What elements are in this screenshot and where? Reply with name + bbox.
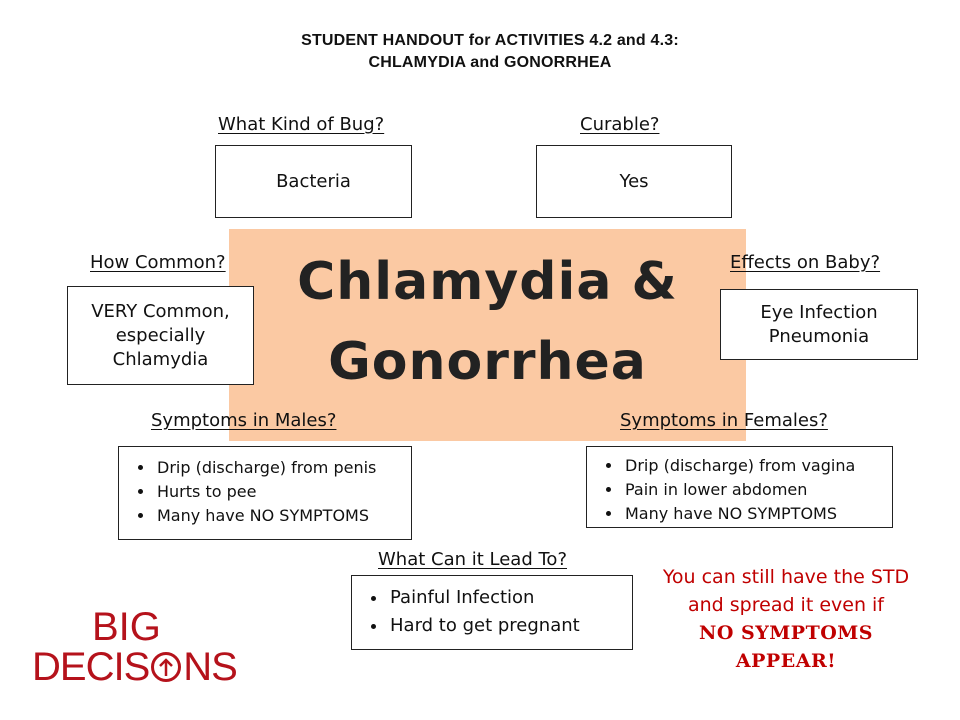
baby-box — [720, 289, 918, 360]
curable-box — [536, 145, 732, 218]
note-line-2: and spread it even if — [687, 594, 884, 616]
lead-box — [351, 575, 633, 650]
header-line-2: CHLAMYDIA and GONORRHEA — [368, 54, 612, 71]
females-list — [587, 454, 892, 526]
list-item: • Drip (discharge) from vagina — [623, 454, 892, 478]
list-item: • Many have NO SYMPTOMS — [623, 502, 892, 526]
common-box — [67, 286, 254, 385]
big-decisions-logo — [32, 605, 262, 689]
note-line-3: NO SYMPTOMS — [698, 622, 874, 644]
list-item: • Hard to get pregnant — [388, 612, 632, 640]
females-label: Symptoms in Females? — [620, 410, 828, 431]
list-item: • Many have NO SYMPTOMS — [155, 504, 411, 528]
bug-box — [215, 145, 412, 218]
lead-list — [352, 584, 632, 640]
common-line-1: VERY Common, — [91, 300, 230, 322]
warning-note — [628, 563, 944, 675]
handout-header — [0, 30, 960, 74]
logo-big: BIG — [92, 605, 161, 649]
males-box — [118, 446, 412, 540]
list-item: • Hurts to pee — [155, 480, 411, 504]
baby-line-2: Pneumonia — [768, 325, 870, 347]
females-box — [586, 446, 893, 528]
header-line-1: STUDENT HANDOUT for ACTIVITIES 4.2 and 4.3: — [301, 32, 679, 49]
bug-label: What Kind of Bug? — [218, 114, 385, 135]
logo-part-2: NS — [183, 645, 237, 689]
center-title-line-2: Gonorrhea — [328, 332, 647, 392]
lead-label: What Can it Lead To? — [378, 549, 567, 570]
center-title-line-1: Chlamydia & — [297, 252, 678, 312]
bug-value: Bacteria — [276, 170, 351, 192]
common-label: How Common? — [90, 252, 226, 273]
curable-value: Yes — [619, 170, 649, 192]
baby-label: Effects on Baby? — [730, 252, 881, 273]
males-label: Symptoms in Males? — [151, 410, 337, 431]
males-list — [119, 456, 411, 528]
note-line-1: You can still have the STD — [662, 566, 910, 588]
list-item: • Pain in lower abdomen — [623, 478, 892, 502]
note-line-4: APPEAR! — [735, 650, 837, 672]
common-line-3: Chlamydia — [112, 348, 209, 370]
baby-line-1: Eye Infection — [760, 301, 878, 323]
common-line-2: especially — [115, 324, 206, 346]
logo-part-1: DECIS — [32, 645, 150, 689]
up-arrow-circle-icon — [151, 652, 181, 682]
list-item: • Painful Infection — [388, 584, 632, 612]
logo-decisions — [32, 646, 262, 688]
curable-label: Curable? — [580, 114, 660, 135]
list-item: • Drip (discharge) from penis — [155, 456, 411, 480]
center-title — [229, 242, 746, 402]
